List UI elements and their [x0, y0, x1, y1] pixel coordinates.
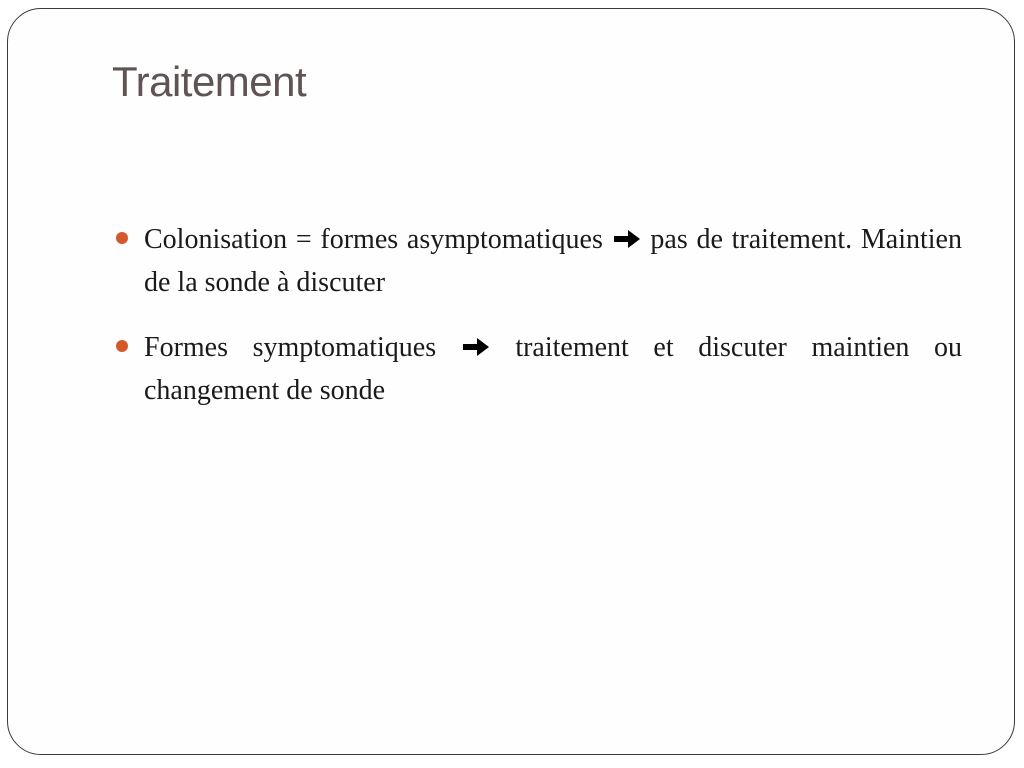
- bullet-text-after: traitement et discuter maintien ou changement de sonde: [144, 332, 963, 406]
- bullet-item: [144, 326, 962, 412]
- right-arrow-icon: [612, 228, 642, 250]
- bullet-list: [144, 218, 962, 434]
- right-arrow-icon: [461, 336, 491, 358]
- bullet-dot-icon: [116, 340, 128, 352]
- bullet-text-before: Formes symptomatiques: [144, 332, 437, 363]
- bullet-item: [144, 218, 962, 304]
- bullet-dot-icon: [116, 232, 128, 244]
- bullet-text-after: pas de traitement. Maintien de la sonde à discuter: [144, 224, 962, 298]
- bullet-text-before: Colonisation = formes asymptomatiques: [144, 224, 603, 255]
- slide-title: Traitement: [112, 58, 307, 105]
